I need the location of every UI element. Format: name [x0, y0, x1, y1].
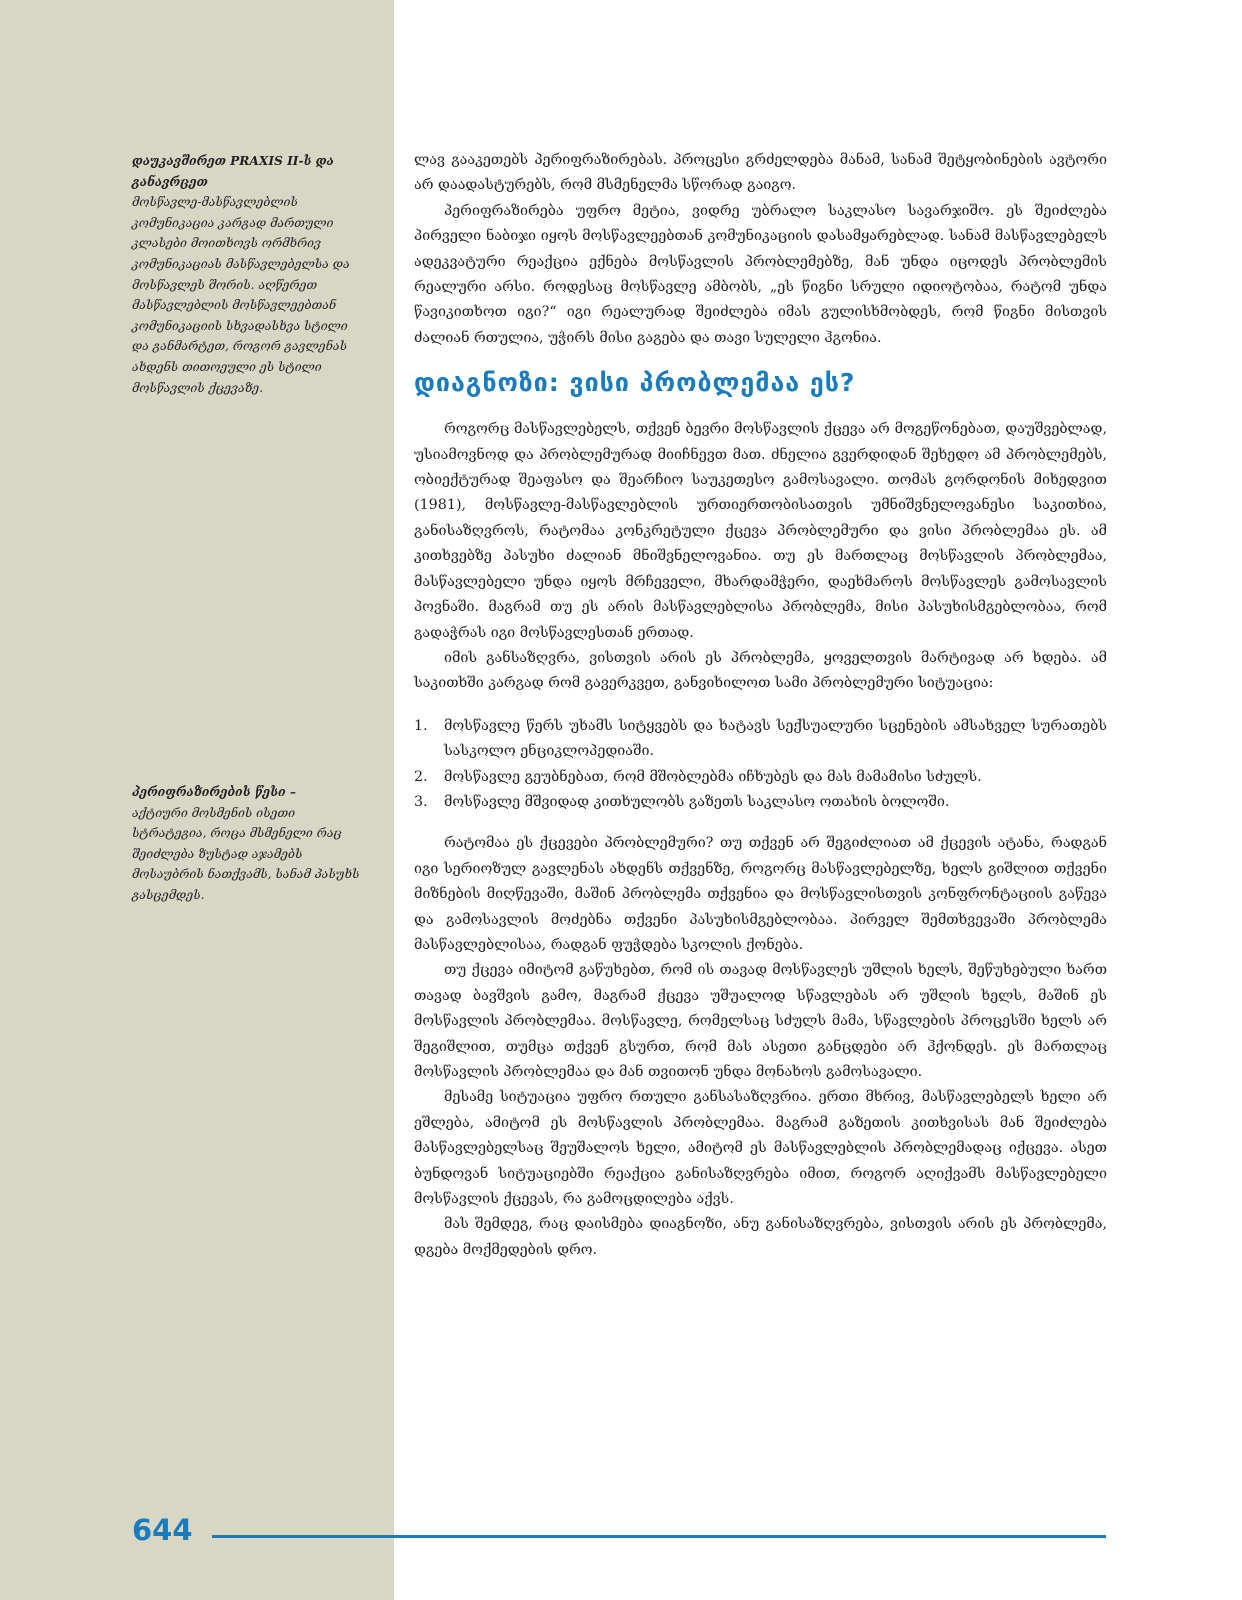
- body-paragraph: ლავ გააკეთებს პერიფრაზირებას. პროცესი გრძელდება მანამ, სანამ შეტყობინების ავტორი არ დაადასტურებს, რომ მსმენელმა სწორად გაიგო.: [414, 152, 1107, 194]
- body-paragraph: რატომაა ეს ქცევები პრობლემური? თუ თქვენ არ შეგიძლიათ ამ ქცევის ატანა, რადგან იგი სერიოზულ გავლენას ახდენს თქვენზე, როგორც მასწავლებელზე, ხელს გიშლით თქვენი მიზნების მიღწევაში, მაშინ პრობლემა თქვენია და მოსწავლისთვის კონფრონტაციის გაწევა და გამოსავლის მოძებნა თქვენი პასუხისმგებლობაა. პირველ შემთხვევაში პრობლემა მასწავლებლისაა, რადგან ფუჭდება სკოლის ქონება.: [414, 835, 1107, 953]
- list-item-text: მოსწავლე წერს უხამს სიტყვებს და ხატავს სექსუალური სცენების ამსახველ სურათებს სასკოლო ენციკლოპედიაში.: [444, 717, 1107, 760]
- list-item-text: მოსწავლე მშვიდად კითხულობს გაზეთს საკლასო ოთახის ბოლოში.: [444, 793, 950, 810]
- list-item: [414, 714, 1107, 765]
- body-paragraph: იმის განსაზღვრა, ვისთვის არის ეს პრობლემა, ყოველთვის მარტივად არ ხდება. ამ საკითხში კარგად რომ გავერკვეთ, განვიხილოთ სამი პრობლემური სიტუაცია:: [414, 649, 1107, 692]
- page-number: 644: [132, 1513, 193, 1547]
- margin-note-text: აქტიური მოსმენის ისეთი სტრატეგია, როცა მსმენელი რაც შეიძლება ზუსტად აჯამებს მოსაუბრის ნათქვამს, სანამ პასუხს გასცემდეს.: [132, 805, 360, 902]
- margin-note-text: მოსწავლე-მასწავლებლის კომუნიკაცია კარგად მართული კლასები მოითხოვს ორმხრივ კომუნიკაციას მასწავლებელსა და მოსწავლეს შორის. აღწერეთ მასწავლებლის მოსწავლეებთან კომუნიკაციის სხვადასხვა სტილი და განმარტეთ, როგორ გავლენას ახდენს თითოეული ეს სტილი მოსწავლის ქცევაზე.: [132, 195, 350, 395]
- situations-list: [414, 714, 1107, 816]
- list-item: [414, 765, 1107, 790]
- body-paragraph: როგორც მასწავლებელს, თქვენ ბევრი მოსწავლის ქცევა არ მოგეწონებათ, დაუშვებლად, უსიამოვნოდ და პრობლემურად მიიჩნევთ მათ. ძნელია გვერდიდან შეხედო ამ პრობლემებს, ობიექტურად შეაფასო და შეარჩიო საუკეთესო გამოსავალი. თომას გორდონის მიხედვით (1981), მოსწავლე-მასწავლებლის ურთიერთობისათვის უმნიშვნელოვანესი საკითხია, განისაზღვროს, რატომაა კონკრეტული ქცევა პრობლემური და ვისი პრობლემაა ეს. ამ კითხვებზე პასუხი ძალიან მნიშვნელოვანია. თუ ეს მართლაც მოსწავლის პრობლემაა, მასწავლებელი უნდა იყოს მრჩეველი, მხარდამჭერი, დაეხმაროს მოსწავლეს გამოსავლის პოვნაში. მაგრამ თუ ეს არის მასწავლებლისა პრობლემა, მისი პასუხისმგებლობაა, რომ გადაჭრას იგი მოსწავლესთან ერთად.: [414, 421, 1107, 641]
- body-paragraph: მას შემდეგ, რაც დაისმება დიაგნოზი, ანუ განისაზღვრება, ვისთვის არის ეს პრობლემა, დგება მოქმედების დრო.: [414, 1216, 1107, 1258]
- list-item-number: 1.: [414, 717, 428, 734]
- section-heading: დიაგნოზი: ვისი პრობლემაა ეს?: [414, 368, 856, 398]
- body-paragraph: პერიფრაზირება უფრო მეტია, ვიდრე უბრალო საკლასო სავარჯიშო. ეს შეიძლება პირველი ნაბიჯი იყოს მოსწავლეებთან კომუნიკაციის დასამყარებლად. სანამ მასწავლებელს ადეკვატური რეაქცია ექნება მოსწავლის პრობლემებზე, მან უნდა იცოდეს პრობლემის რეალური არსი. როდესაც მოსწავლე ამბობს, „ეს წიგნი სრული იდიოტობაა, რატომ უნდა წავიკითხოთ იგი?“ იგი რეალურად შეიძლება იმას გულისხმობდეს, რომ წიგნი მისთვის ძალიან რთულია, უჭირს მისი გაგება და თავი სულელი ჰგონია.: [414, 202, 1107, 346]
- body-paragraph: მესამე სიტუაცია უფრო რთული განსასაზღვრია. ერთი მხრივ, მასწავლებელს ხელი არ ეშლება, ამიტომ ეს მოსწავლის პრობლემაა. მაგრამ გაზეთის კითხვისას მან შეიძლება მასწავლებელსაც შეუშალოს ხელი, ამიტომ ეს მასწავლებლის პრობლემადაც იქცევა. ასეთ ბუნდოვან სიტუაციებში რეაქცია განისაზღვრება იმით, როგორ აღიქვამს მასწავლებელი მოსწავლის ქცევას, რა გამოცდილება აქვს.: [414, 1089, 1107, 1208]
- margin-note-praxis: [132, 151, 364, 398]
- list-item-number: 3.: [414, 793, 428, 810]
- list-item-text: მოსწავლე გეუბნებათ, რომ მშობლებმა იჩხუბეს და მას მამამისი სძულს.: [444, 768, 982, 785]
- margin-note-title: დაუკავშირეთ PRAXIS II-ს და განავრცეთ: [132, 154, 334, 189]
- list-item-number: 2.: [414, 768, 428, 785]
- margin-note-paraphrasing-rule: [132, 782, 364, 906]
- list-item: [414, 790, 1107, 815]
- main-text-column: [414, 148, 1107, 1263]
- body-paragraph: თუ ქცევა იმიტომ გაწუხებთ, რომ ის თავად მოსწავლეს უშლის ხელს, შეწუხებული ხართ თავად ბავშვის გამო, მაგრამ ქცევა უშუალოდ სწავლებას არ უშლის ხელს, მაშინ ეს მოსწავლის პრობლემაა. მოსწავლე, რომელსაც სძულს მამა, სწავლების პროცესში ხელს არ შეგიშლით, თუმცა თქვენ გსურთ, რომ მას ასეთი განცდები არ ჰქონდეს. ეს მართლაც მოსწავლის პრობლემაა და მან თვითონ უნდა მონახოს გამოსავალი.: [414, 962, 1107, 1080]
- margin-note-title: პერიფრაზირების წესი –: [132, 785, 296, 799]
- footer-rule: [212, 1535, 1106, 1538]
